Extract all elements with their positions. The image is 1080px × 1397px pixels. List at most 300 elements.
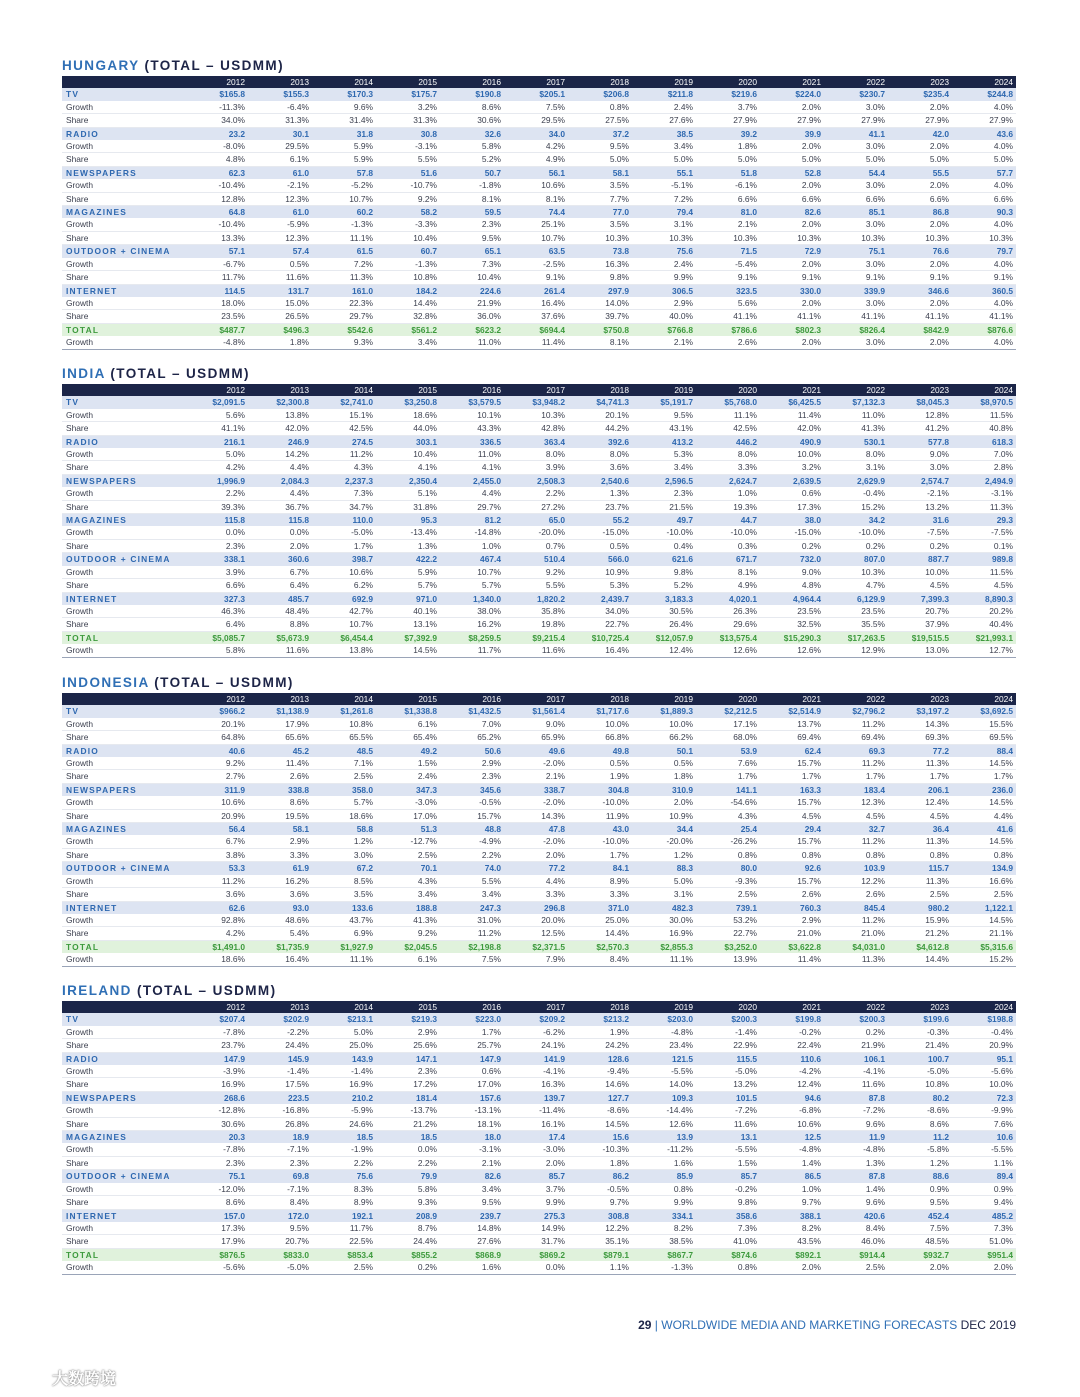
value-cell: 3.3% <box>289 849 309 860</box>
value-cell: 208.9 <box>376 1209 440 1222</box>
value-cell: -1.3% <box>415 258 437 269</box>
value-cell: 86.2 <box>568 1170 632 1183</box>
value-cell: $1,735.9 <box>248 940 312 953</box>
value-cell: 12.7% <box>989 645 1013 656</box>
total-row <box>62 940 1016 953</box>
value-cell: 6.9% <box>353 928 373 939</box>
value-cell: 52.8 <box>760 166 824 179</box>
value-cell: 5.0% <box>865 154 885 165</box>
value-cell: 20.7% <box>285 1236 309 1247</box>
value-cell: $2,514.9 <box>760 705 824 717</box>
value-cell: 0.5% <box>673 758 693 769</box>
value-cell: 0.0% <box>417 1144 437 1155</box>
value-cell: 5.8% <box>417 1183 437 1194</box>
value-cell: $868.9 <box>440 1248 504 1261</box>
value-cell: 7.3% <box>737 1222 757 1233</box>
value-cell: 172.0 <box>248 1209 312 1222</box>
row-label: TV <box>62 396 184 408</box>
value-cell: 6.7% <box>289 566 309 577</box>
value-cell: 1.7% <box>609 849 629 860</box>
value-cell: -5.0% <box>351 527 373 538</box>
value-cell: 9.6% <box>353 101 373 112</box>
value-cell: 2.0% <box>801 101 821 112</box>
value-cell: 5.5% <box>481 875 501 886</box>
value-cell: 8.0% <box>865 449 885 460</box>
value-cell: 188.8 <box>376 901 440 914</box>
value-cell: 980.2 <box>888 901 952 914</box>
metric-row <box>62 875 1016 888</box>
value-cell: 490.9 <box>760 435 824 448</box>
value-cell: -4.8% <box>863 1144 885 1155</box>
row-label: Share <box>66 154 89 165</box>
value-cell: 50.1 <box>632 744 696 757</box>
publication-date: DEC 2019 <box>960 1318 1016 1332</box>
value-cell: 12.8% <box>925 409 949 420</box>
value-cell: 13.2% <box>733 1079 757 1090</box>
value-cell: $1,717.6 <box>568 705 632 717</box>
value-cell: 31.3% <box>413 115 437 126</box>
value-cell: 70.1 <box>376 862 440 875</box>
value-cell: $12,057.9 <box>632 631 696 644</box>
page-number: 29 <box>638 1318 652 1332</box>
value-cell: -20.0% <box>538 527 565 538</box>
value-cell: 334.1 <box>632 1209 696 1222</box>
value-cell: 15.5% <box>989 718 1013 729</box>
metric-row <box>62 757 1016 770</box>
value-cell: 5.0% <box>673 875 693 886</box>
year-header-cell: 2013 <box>248 384 312 396</box>
value-cell: $932.7 <box>888 1248 952 1261</box>
value-cell: 62.4 <box>760 744 824 757</box>
value-cell: 4.5% <box>929 810 949 821</box>
value-cell: 11.6% <box>541 645 565 656</box>
value-cell: 13.2% <box>925 501 949 512</box>
value-cell: 3.0% <box>865 297 885 308</box>
value-cell: 4.2% <box>225 928 245 939</box>
value-cell: 5.3% <box>609 580 629 591</box>
value-cell: 10.0% <box>925 566 949 577</box>
row-label: Share <box>66 193 89 204</box>
value-cell: 8.2% <box>801 1222 821 1233</box>
value-cell: 336.5 <box>440 435 504 448</box>
value-cell: -8.6% <box>927 1105 949 1116</box>
value-cell: 732.0 <box>760 553 824 566</box>
value-cell: 4.1% <box>417 462 437 473</box>
value-cell: 42.5% <box>349 423 373 434</box>
value-cell: 6.1% <box>289 154 309 165</box>
value-cell: 9.1% <box>737 272 757 283</box>
value-cell: $874.6 <box>696 1248 760 1261</box>
value-cell: 3.3% <box>737 462 757 473</box>
value-cell: 89.4 <box>952 1170 1016 1183</box>
value-cell: 338.8 <box>248 783 312 796</box>
value-cell: 66.8% <box>605 732 629 743</box>
value-cell: 9.5% <box>289 1222 309 1233</box>
metric-row <box>62 618 1016 631</box>
value-cell: 216.1 <box>184 435 248 448</box>
value-cell: $200.3 <box>696 1013 760 1025</box>
year-header-cell: 2015 <box>376 76 440 88</box>
watermark-text: 大数跨境 <box>52 1368 117 1388</box>
value-cell: 8.6% <box>481 101 501 112</box>
value-cell: 2.6% <box>289 771 309 782</box>
value-cell: 2,084.3 <box>248 474 312 487</box>
value-cell: 53.3 <box>184 862 248 875</box>
value-cell: $487.7 <box>184 323 248 336</box>
value-cell: 25.4 <box>696 823 760 836</box>
value-cell: 9.4% <box>993 1197 1013 1208</box>
row-label: Share <box>66 311 89 322</box>
value-cell: 76.6 <box>888 245 952 258</box>
value-cell: 0.2% <box>865 1026 885 1037</box>
row-label: Growth <box>66 1222 93 1233</box>
row-label: Share <box>66 1118 89 1129</box>
value-cell: -5.5% <box>735 1144 757 1155</box>
row-label: NEWSPAPERS <box>62 783 184 796</box>
value-cell: $7,132.3 <box>824 396 888 408</box>
value-cell: 346.6 <box>888 284 952 297</box>
value-cell: 60.7 <box>376 245 440 258</box>
value-cell: 15.2% <box>989 954 1013 965</box>
value-cell: 1.7% <box>481 1026 501 1037</box>
value-cell: 2,639.5 <box>760 474 824 487</box>
value-cell: 2.2% <box>353 1157 373 1168</box>
value-cell: 6.6% <box>801 193 821 204</box>
value-cell: 9.1% <box>801 272 821 283</box>
value-cell: 51.3 <box>376 823 440 836</box>
value-cell: 41.6 <box>952 823 1016 836</box>
value-cell: 85.1 <box>824 206 888 219</box>
value-cell: 4.3% <box>417 875 437 886</box>
value-cell: 9.8% <box>673 566 693 577</box>
metric-row <box>62 1039 1016 1052</box>
value-cell: -13.1% <box>474 1105 501 1116</box>
row-label: Growth <box>66 1144 93 1155</box>
value-cell: 11.3% <box>925 836 949 847</box>
value-cell: 10.7% <box>349 619 373 630</box>
value-cell: 8.1% <box>609 337 629 348</box>
value-cell: 11.3% <box>349 272 373 283</box>
value-cell: 36.4 <box>888 823 952 836</box>
value-cell: 2.0% <box>929 141 949 152</box>
value-cell: 2.7% <box>225 771 245 782</box>
value-cell: 2,508.3 <box>504 474 568 487</box>
value-cell: $3,252.0 <box>696 940 760 953</box>
value-cell: -3.1% <box>415 141 437 152</box>
value-cell: -5.0% <box>927 1066 949 1077</box>
value-cell: 4.4% <box>993 810 1013 821</box>
value-cell: $2,741.0 <box>312 396 376 408</box>
metric-row <box>62 1026 1016 1039</box>
value-cell: 10.3% <box>605 232 629 243</box>
value-cell: 1.4% <box>801 1157 821 1168</box>
value-cell: 0.9% <box>929 1183 949 1194</box>
value-cell: 57.8 <box>312 166 376 179</box>
value-cell: -3.3% <box>415 219 437 230</box>
value-cell: 40.8% <box>989 423 1013 434</box>
metric-row <box>62 271 1016 284</box>
value-cell: $198.8 <box>952 1013 1016 1025</box>
row-label: Growth <box>66 1105 93 1116</box>
value-cell: 16.2% <box>477 619 501 630</box>
year-header-cell: 2013 <box>248 76 312 88</box>
value-cell: 45.2 <box>248 744 312 757</box>
header-blank-cell <box>62 384 184 396</box>
value-cell: $1,138.9 <box>248 705 312 717</box>
value-cell: 14.6% <box>605 1079 629 1090</box>
value-cell: 36.0% <box>477 311 501 322</box>
value-cell: 467.4 <box>440 553 504 566</box>
metric-row <box>62 539 1016 552</box>
value-cell: 15.7% <box>797 797 821 808</box>
value-cell: 86.5 <box>760 1170 824 1183</box>
value-cell: 11.4% <box>797 954 821 965</box>
total-row <box>62 631 1016 644</box>
value-cell: 621.6 <box>632 553 696 566</box>
value-cell: 2.0% <box>289 540 309 551</box>
value-cell: 1.7% <box>353 540 373 551</box>
value-cell: 1.4% <box>865 1183 885 1194</box>
value-cell: 11.4% <box>285 758 309 769</box>
row-label: TOTAL <box>62 940 184 953</box>
value-cell: -5.4% <box>735 258 757 269</box>
value-cell: 7.3% <box>993 1222 1013 1233</box>
value-cell: 1.7% <box>929 771 949 782</box>
value-cell: -5.0% <box>735 1066 757 1077</box>
value-cell: 21.2% <box>925 928 949 939</box>
value-cell: 11.5% <box>989 409 1013 420</box>
value-cell: 0.6% <box>481 1066 501 1077</box>
value-cell: -12.8% <box>218 1105 245 1116</box>
value-cell: 2.0% <box>929 297 949 308</box>
row-label: Growth <box>66 449 93 460</box>
value-cell: -5.5% <box>991 1144 1013 1155</box>
value-cell: 10.6% <box>797 1118 821 1129</box>
value-cell: 9.9% <box>545 1197 565 1208</box>
metric-row <box>62 422 1016 435</box>
value-cell: 18.6% <box>349 810 373 821</box>
value-cell: 887.7 <box>888 553 952 566</box>
category-row <box>62 88 1016 100</box>
year-header-cell: 2013 <box>248 1001 312 1013</box>
value-cell: 12.5 <box>760 1131 824 1144</box>
value-cell: 61.0 <box>248 166 312 179</box>
value-cell: 13.1 <box>696 1131 760 1144</box>
value-cell: 10.7% <box>541 232 565 243</box>
value-cell: 25.0% <box>349 1040 373 1051</box>
value-cell: 73.8 <box>568 245 632 258</box>
value-cell: 9.3% <box>417 1197 437 1208</box>
value-cell: 0.3% <box>737 540 757 551</box>
value-cell: 11.0% <box>861 409 885 420</box>
value-cell: 24.6% <box>349 1118 373 1129</box>
value-cell: 4,964.4 <box>760 592 824 605</box>
value-cell: 8.7% <box>417 1222 437 1233</box>
value-cell: 9.2% <box>545 566 565 577</box>
value-cell: 739.1 <box>696 901 760 914</box>
value-cell: -4.9% <box>479 836 501 847</box>
value-cell: 7.2% <box>353 258 373 269</box>
value-cell: $623.2 <box>440 323 504 336</box>
value-cell: 11.2% <box>221 875 245 886</box>
value-cell: 147.9 <box>440 1052 504 1065</box>
year-header-row <box>62 384 1016 396</box>
value-cell: 11.2% <box>861 836 885 847</box>
value-cell: 57.7 <box>952 166 1016 179</box>
value-cell: 30.5% <box>669 605 693 616</box>
value-cell: 88.4 <box>952 744 1016 757</box>
value-cell: 2.0% <box>801 337 821 348</box>
value-cell: 20.0% <box>541 914 565 925</box>
value-cell: 41.1% <box>733 311 757 322</box>
value-cell: 14.4% <box>413 297 437 308</box>
value-cell: 0.0% <box>289 527 309 538</box>
value-cell: $1,491.0 <box>184 940 248 953</box>
value-cell: 3.3% <box>609 889 629 900</box>
value-cell: 10.3% <box>861 232 885 243</box>
value-cell: 3.9% <box>545 462 565 473</box>
value-cell: 32.6 <box>440 127 504 140</box>
value-cell: 2.9% <box>417 1026 437 1037</box>
value-cell: 103.9 <box>824 862 888 875</box>
value-cell: 30.8 <box>376 127 440 140</box>
value-cell: 16.1% <box>541 1118 565 1129</box>
value-cell: 0.4% <box>673 540 693 551</box>
value-cell: 21.9% <box>861 1040 885 1051</box>
value-cell: 17.9% <box>285 718 309 729</box>
value-cell: 268.6 <box>184 1091 248 1104</box>
value-cell: 3.1% <box>673 219 693 230</box>
value-cell: 23.4% <box>669 1040 693 1051</box>
value-cell: 41.1 <box>824 127 888 140</box>
value-cell: 398.7 <box>312 553 376 566</box>
value-cell: -0.4% <box>863 488 885 499</box>
value-cell: 9.9% <box>673 272 693 283</box>
year-header-cell: 2015 <box>376 693 440 705</box>
row-label: OUTDOOR + CINEMA <box>62 1170 184 1183</box>
value-cell: 5.2% <box>673 580 693 591</box>
value-cell: 0.8% <box>865 849 885 860</box>
value-cell: 143.9 <box>312 1052 376 1065</box>
value-cell: 43.6 <box>952 127 1016 140</box>
value-cell: -4.8% <box>671 1026 693 1037</box>
value-cell: $199.6 <box>888 1013 952 1025</box>
value-cell: 32.5% <box>797 619 821 630</box>
value-cell: 29.5% <box>541 115 565 126</box>
value-cell: 22.3% <box>349 297 373 308</box>
value-cell: -1.8% <box>479 180 501 191</box>
value-cell: -0.2% <box>799 1026 821 1037</box>
value-cell: 3.0% <box>865 219 885 230</box>
value-cell: 109.3 <box>632 1091 696 1104</box>
value-cell: 10.3% <box>797 232 821 243</box>
value-cell: -7.1% <box>287 1183 309 1194</box>
value-cell: 388.1 <box>760 1209 824 1222</box>
value-cell: 989.8 <box>952 553 1016 566</box>
value-cell: 7.1% <box>353 758 373 769</box>
value-cell: 85.7 <box>696 1170 760 1183</box>
value-cell: -10.0% <box>858 527 885 538</box>
value-cell: 371.0 <box>568 901 632 914</box>
value-cell: 8.1% <box>481 193 501 204</box>
value-cell: 2,439.7 <box>568 592 632 605</box>
value-cell: 51.6 <box>376 166 440 179</box>
value-cell: $2,212.5 <box>696 705 760 717</box>
year-header-cell: 2017 <box>504 1001 568 1013</box>
row-label: Growth <box>66 875 93 886</box>
year-header-cell: 2023 <box>888 384 952 396</box>
row-label: Share <box>66 771 89 782</box>
value-cell: 64.8 <box>184 206 248 219</box>
value-cell: 51.8 <box>696 166 760 179</box>
value-cell: 206.1 <box>888 783 952 796</box>
value-cell: -6.7% <box>223 258 245 269</box>
value-cell: 11.1% <box>733 409 757 420</box>
value-cell: -2.2% <box>287 1026 309 1037</box>
value-cell: 22.9% <box>733 1040 757 1051</box>
row-label: RADIO <box>62 127 184 140</box>
value-cell: 23.2 <box>184 127 248 140</box>
value-cell: 41.1% <box>221 423 245 434</box>
value-cell: 4.0% <box>993 337 1013 348</box>
metric-row <box>62 809 1016 822</box>
value-cell: 1.5% <box>417 758 437 769</box>
category-row <box>62 127 1016 140</box>
value-cell: 147.9 <box>184 1052 248 1065</box>
value-cell: 304.8 <box>568 783 632 796</box>
value-cell: 4.3% <box>737 810 757 821</box>
value-cell: 95.1 <box>952 1052 1016 1065</box>
value-cell: 18.1% <box>477 1118 501 1129</box>
row-label: Growth <box>66 914 93 925</box>
value-cell: 8.6% <box>225 1197 245 1208</box>
value-cell: 14.5% <box>989 914 1013 925</box>
value-cell: 9.0% <box>801 566 821 577</box>
value-cell: 31.8% <box>413 501 437 512</box>
value-cell: -10.3% <box>602 1144 629 1155</box>
value-cell: 5.6% <box>737 297 757 308</box>
value-cell: 19.3% <box>733 501 757 512</box>
value-cell: 1.0% <box>801 1183 821 1194</box>
value-cell: 4.0% <box>993 258 1013 269</box>
value-cell: 360.5 <box>952 284 1016 297</box>
row-label: Share <box>66 272 89 283</box>
value-cell: -3.0% <box>415 797 437 808</box>
row-label: Growth <box>66 566 93 577</box>
value-cell: 14.3% <box>925 718 949 729</box>
row-label: INTERNET <box>62 284 184 297</box>
value-cell: 161.0 <box>312 284 376 297</box>
value-cell: 3.0% <box>865 101 885 112</box>
value-cell: 17.1% <box>733 718 757 729</box>
row-label: Share <box>66 810 89 821</box>
value-cell: 2.9% <box>481 758 501 769</box>
value-cell: $13,575.4 <box>696 631 760 644</box>
value-cell: 10.0% <box>669 718 693 729</box>
value-cell: -11.4% <box>539 1105 565 1116</box>
value-cell: -2.0% <box>543 797 565 808</box>
value-cell: 110.6 <box>760 1052 824 1065</box>
value-cell: 2.3% <box>481 219 501 230</box>
value-cell: 311.9 <box>184 783 248 796</box>
value-cell: 339.9 <box>824 284 888 297</box>
value-cell: 3.4% <box>673 462 693 473</box>
value-cell: 106.1 <box>824 1052 888 1065</box>
value-cell: 184.2 <box>376 284 440 297</box>
value-cell: 8.6% <box>929 1118 949 1129</box>
watermark <box>10 1365 116 1389</box>
value-cell: 13.8% <box>349 645 373 656</box>
